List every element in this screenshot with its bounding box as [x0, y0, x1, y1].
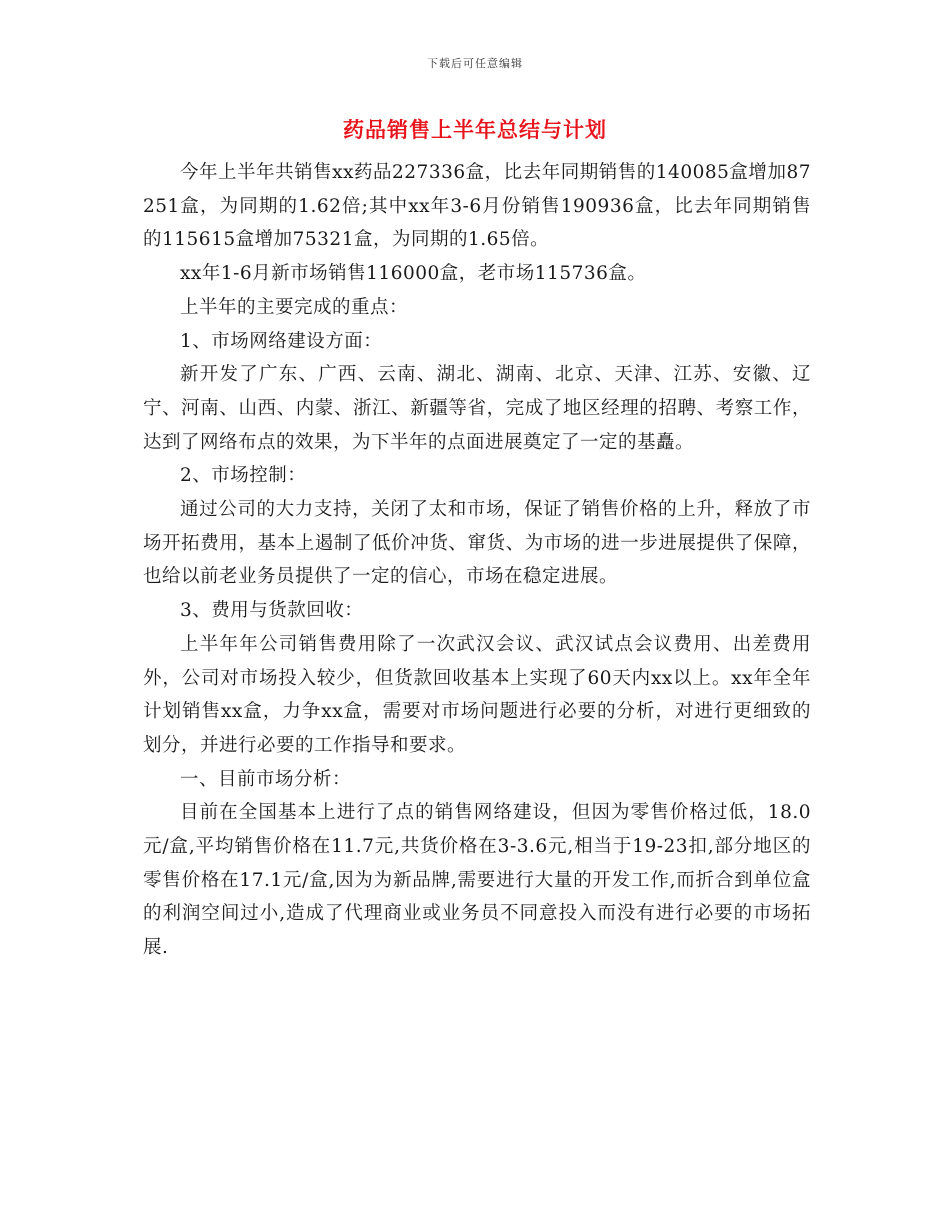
heading-costs-collection: 3、费用与货款回收：	[180, 600, 364, 622]
paragraph-network-building: 新开发了广东、广西、云南、湖北、湖南、北京、天津、江苏、安徽、辽宁、河南、山西、内蒙、浙江、新疆等省，完成了地区经理的招聘、考察工作，达到了网络布点的效果，为下半年的点面进展奠定了一定的基矗。	[143, 364, 811, 453]
paragraph-market-split: xx年1-6月新市场销售116000盒，老市场115736盒。	[180, 263, 647, 285]
paragraph-key-points-heading: 上半年的主要完成的重点：	[180, 296, 409, 318]
paragraph-market-control: 通过公司的大力支持，关闭了太和市场，保证了销售价格的上升，释放了市场开拓费用，基本上遏制了低价冲货、窜货、为市场的进一步进展提供了保障，也给以前老业务员提供了一定的信心，市场在稳定进展。	[143, 499, 811, 588]
header-note: 下载后可任意编辑	[427, 57, 523, 70]
paragraph-costs-collection: 上半年年公司销售费用除了一次武汉会议、武汉试点会议费用、出差费用外，公司对市场投入较少，但货款回收基本上实现了60天内xx以上。xx年全年计划销售xx盒，力争xx盒，需要对市场问题进行必要的分析，对进行更细致的划分，并进行必要的工作指导和要求。	[143, 633, 811, 756]
heading-network-building: 1、市场网络建设方面：	[180, 330, 383, 352]
paragraph-market-analysis: 目前在全国基本上进行了点的销售网络建设，但因为零售价格过低，18.0元/盒,平均销售价格在11.7元,共货价格在3-3.6元,相当于19-23扣,部分地区的零售价格在17.1元/盒,因为为新品牌,需要进行大量的开发工作,而折合到单位盒的利润空间过小,造成了代理商业或业务员不同意投入而没有进行必要的市场拓展.	[143, 802, 811, 959]
document-body	[143, 156, 811, 965]
heading-market-analysis: 一、目前市场分析：	[180, 768, 352, 790]
heading-market-control: 2、市场控制：	[180, 465, 307, 487]
document-title: 药品销售上半年总结与计划	[343, 117, 607, 142]
paragraph-sales-summary: 今年上半年共销售xx药品227336盒，比去年同期销售的140085盒增加87251盒，为同期的1.62倍;其中xx年3-6月份销售190936盒，比去年同期销售的115615盒增加75321盒，为同期的1.65倍。	[143, 162, 811, 251]
